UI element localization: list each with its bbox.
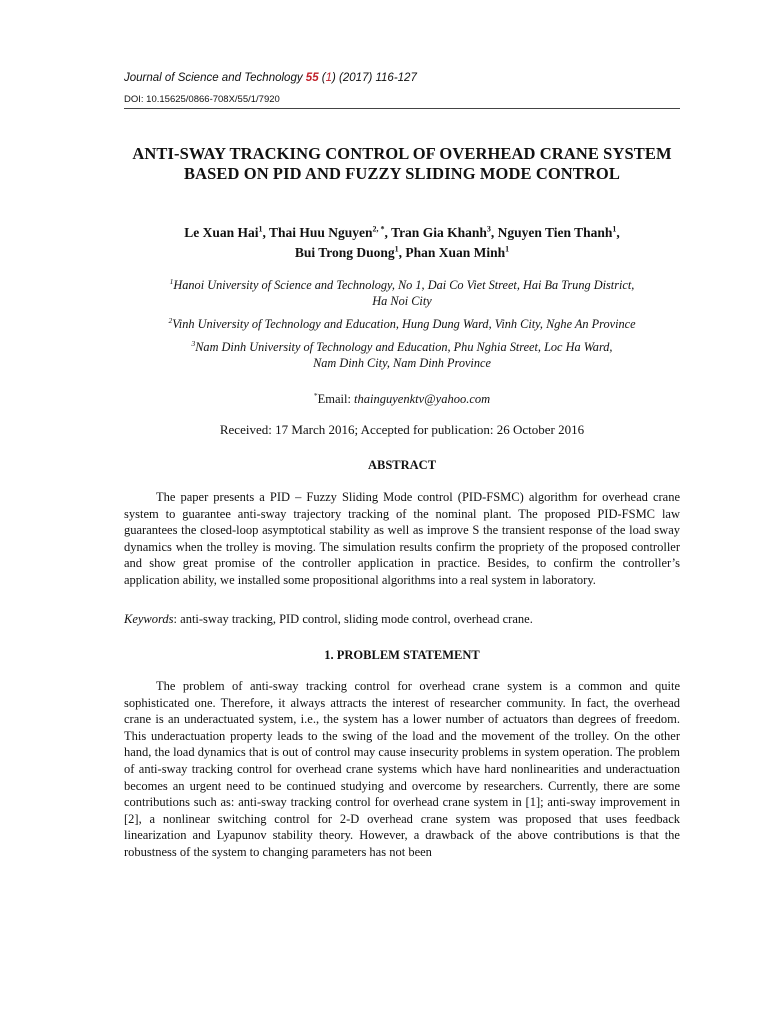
email-address[interactable]: thainguyenktv@yahoo.com: [354, 392, 491, 407]
author: Nguyen Tien Thanh: [497, 225, 613, 240]
section-text: The problem of anti-sway tracking control for overhead crane system is a common and quite sophisticated one. Therefore, it always attracts the interest of researcher community. In fact, the overhead crane is an underactuated system, i.e., the system has a lower number of actuators than degrees of freedom. This underactuation property leads to the swing of the load and the movement of the trolley. On the other hand, the load dynamics that is out of control may cause insecurity problems in system operation. The problem of anti-sway tracking control for overhead crane systems which have hard nonlinearities and underactuation becomes an urgent need to be continued studying and overcome by researchers. Currently, there are some contributions such as: anti-sway tracking control for overhead crane system in [1]; anti-sway improvement in [2], a nonlinear switching control for 2-D overhead crane system was proposed that uses feedback linearization and Lyapunov stability theory. However, a drawback of the above contributions is that the robustness of the system to changing parameters has not been: [124, 679, 680, 859]
affiliation-1: [124, 277, 680, 309]
affiliation-line: Vinh University of Technology and Education, Hung Dung Ward, Vinh City, Nghe An Province: [172, 317, 636, 331]
affiliation-line: Hanoi University of Science and Technology, No 1, Dai Co Viet Street, Hai Ba Trung District,: [173, 278, 635, 292]
affiliation-sup: 1: [169, 276, 174, 286]
author-sup: 2, *: [372, 224, 385, 234]
author: Tran Gia Khanh: [391, 225, 487, 240]
author: Phan Xuan Minh: [405, 245, 506, 260]
author-sup: 3: [486, 224, 491, 234]
affiliation-2: [124, 316, 680, 332]
paper-title: ANTI-SWAY TRACKING CONTROL OF OVERHEAD CRANE SYSTEM BASED ON PID AND FUZZY SLIDING MODE CONTROL: [132, 144, 672, 183]
author-sup: 1: [258, 224, 263, 234]
author-sep: ,: [398, 245, 406, 260]
email-sup: *: [313, 391, 318, 400]
keywords: [124, 611, 680, 627]
journal-issue: 1: [325, 72, 333, 84]
received-dates: Received: 17 March 2016; Accepted for publication: 26 October 2016: [219, 422, 585, 437]
email-label: Email:: [317, 392, 355, 407]
keywords-text: : anti-sway tracking, PID control, sliding mode control, overhead crane.: [173, 612, 533, 626]
author-sep: ,: [384, 225, 392, 240]
affiliation-3: [124, 339, 680, 371]
affiliation-line: Nam Dinh University of Technology and Education, Phu Nghia Street, Loc Ha Ward,: [195, 340, 613, 354]
journal-name: Journal of Science and Technology: [124, 72, 303, 84]
author-sep: ,: [490, 225, 498, 240]
issue-close: ) (2017) 116-127: [332, 72, 417, 84]
section-heading: 1. PROBLEM STATEMENT: [324, 648, 480, 662]
header-rule: [124, 108, 680, 109]
corresponding-email: [124, 391, 680, 407]
journal-citation: [124, 72, 417, 84]
affiliation-line: Nam Dinh City, Nam Dinh Province: [313, 356, 491, 370]
author-sup: 1: [505, 244, 510, 254]
author-sup: 1: [394, 244, 399, 254]
journal-volume: 55: [305, 72, 319, 84]
author-sep: ,: [262, 225, 269, 240]
author: Le Xuan Hai: [184, 225, 259, 240]
affiliation-sup: 3: [191, 338, 196, 348]
abstract-heading: ABSTRACT: [367, 458, 437, 472]
doi: DOI: 10.15625/0866-708X/55/1/7920: [124, 94, 280, 105]
author-sup: 1: [612, 224, 617, 234]
keywords-label: Keywords: [124, 612, 174, 626]
affiliation-line: Ha Noi City: [372, 294, 432, 308]
author: Thai Huu Nguyen: [269, 225, 373, 240]
affiliation-sup: 2: [168, 315, 173, 325]
author-sep: ,: [616, 225, 620, 240]
author-list: [124, 223, 680, 263]
author: Bui Trong Duong: [294, 245, 395, 260]
abstract-text: The paper presents a PID – Fuzzy Sliding Mode control (PID-FSMC) algorithm for overhead crane system to guarantee anti-sway trajectory tracking of the nominal plant. The proposed PID-FSMC law guarantees the closed-loop asymptotical stability as well as improve S the transient response of the load sway dynamics when the trolley is moving. The simulation results confirm the propriety of the proposed controller and show great promise of the controller application in practice. Besides, to confirm the controller’s application ability, we installed some propositional algorithms into a real system in laboratory.: [124, 490, 680, 587]
issue-open: (: [318, 72, 326, 84]
